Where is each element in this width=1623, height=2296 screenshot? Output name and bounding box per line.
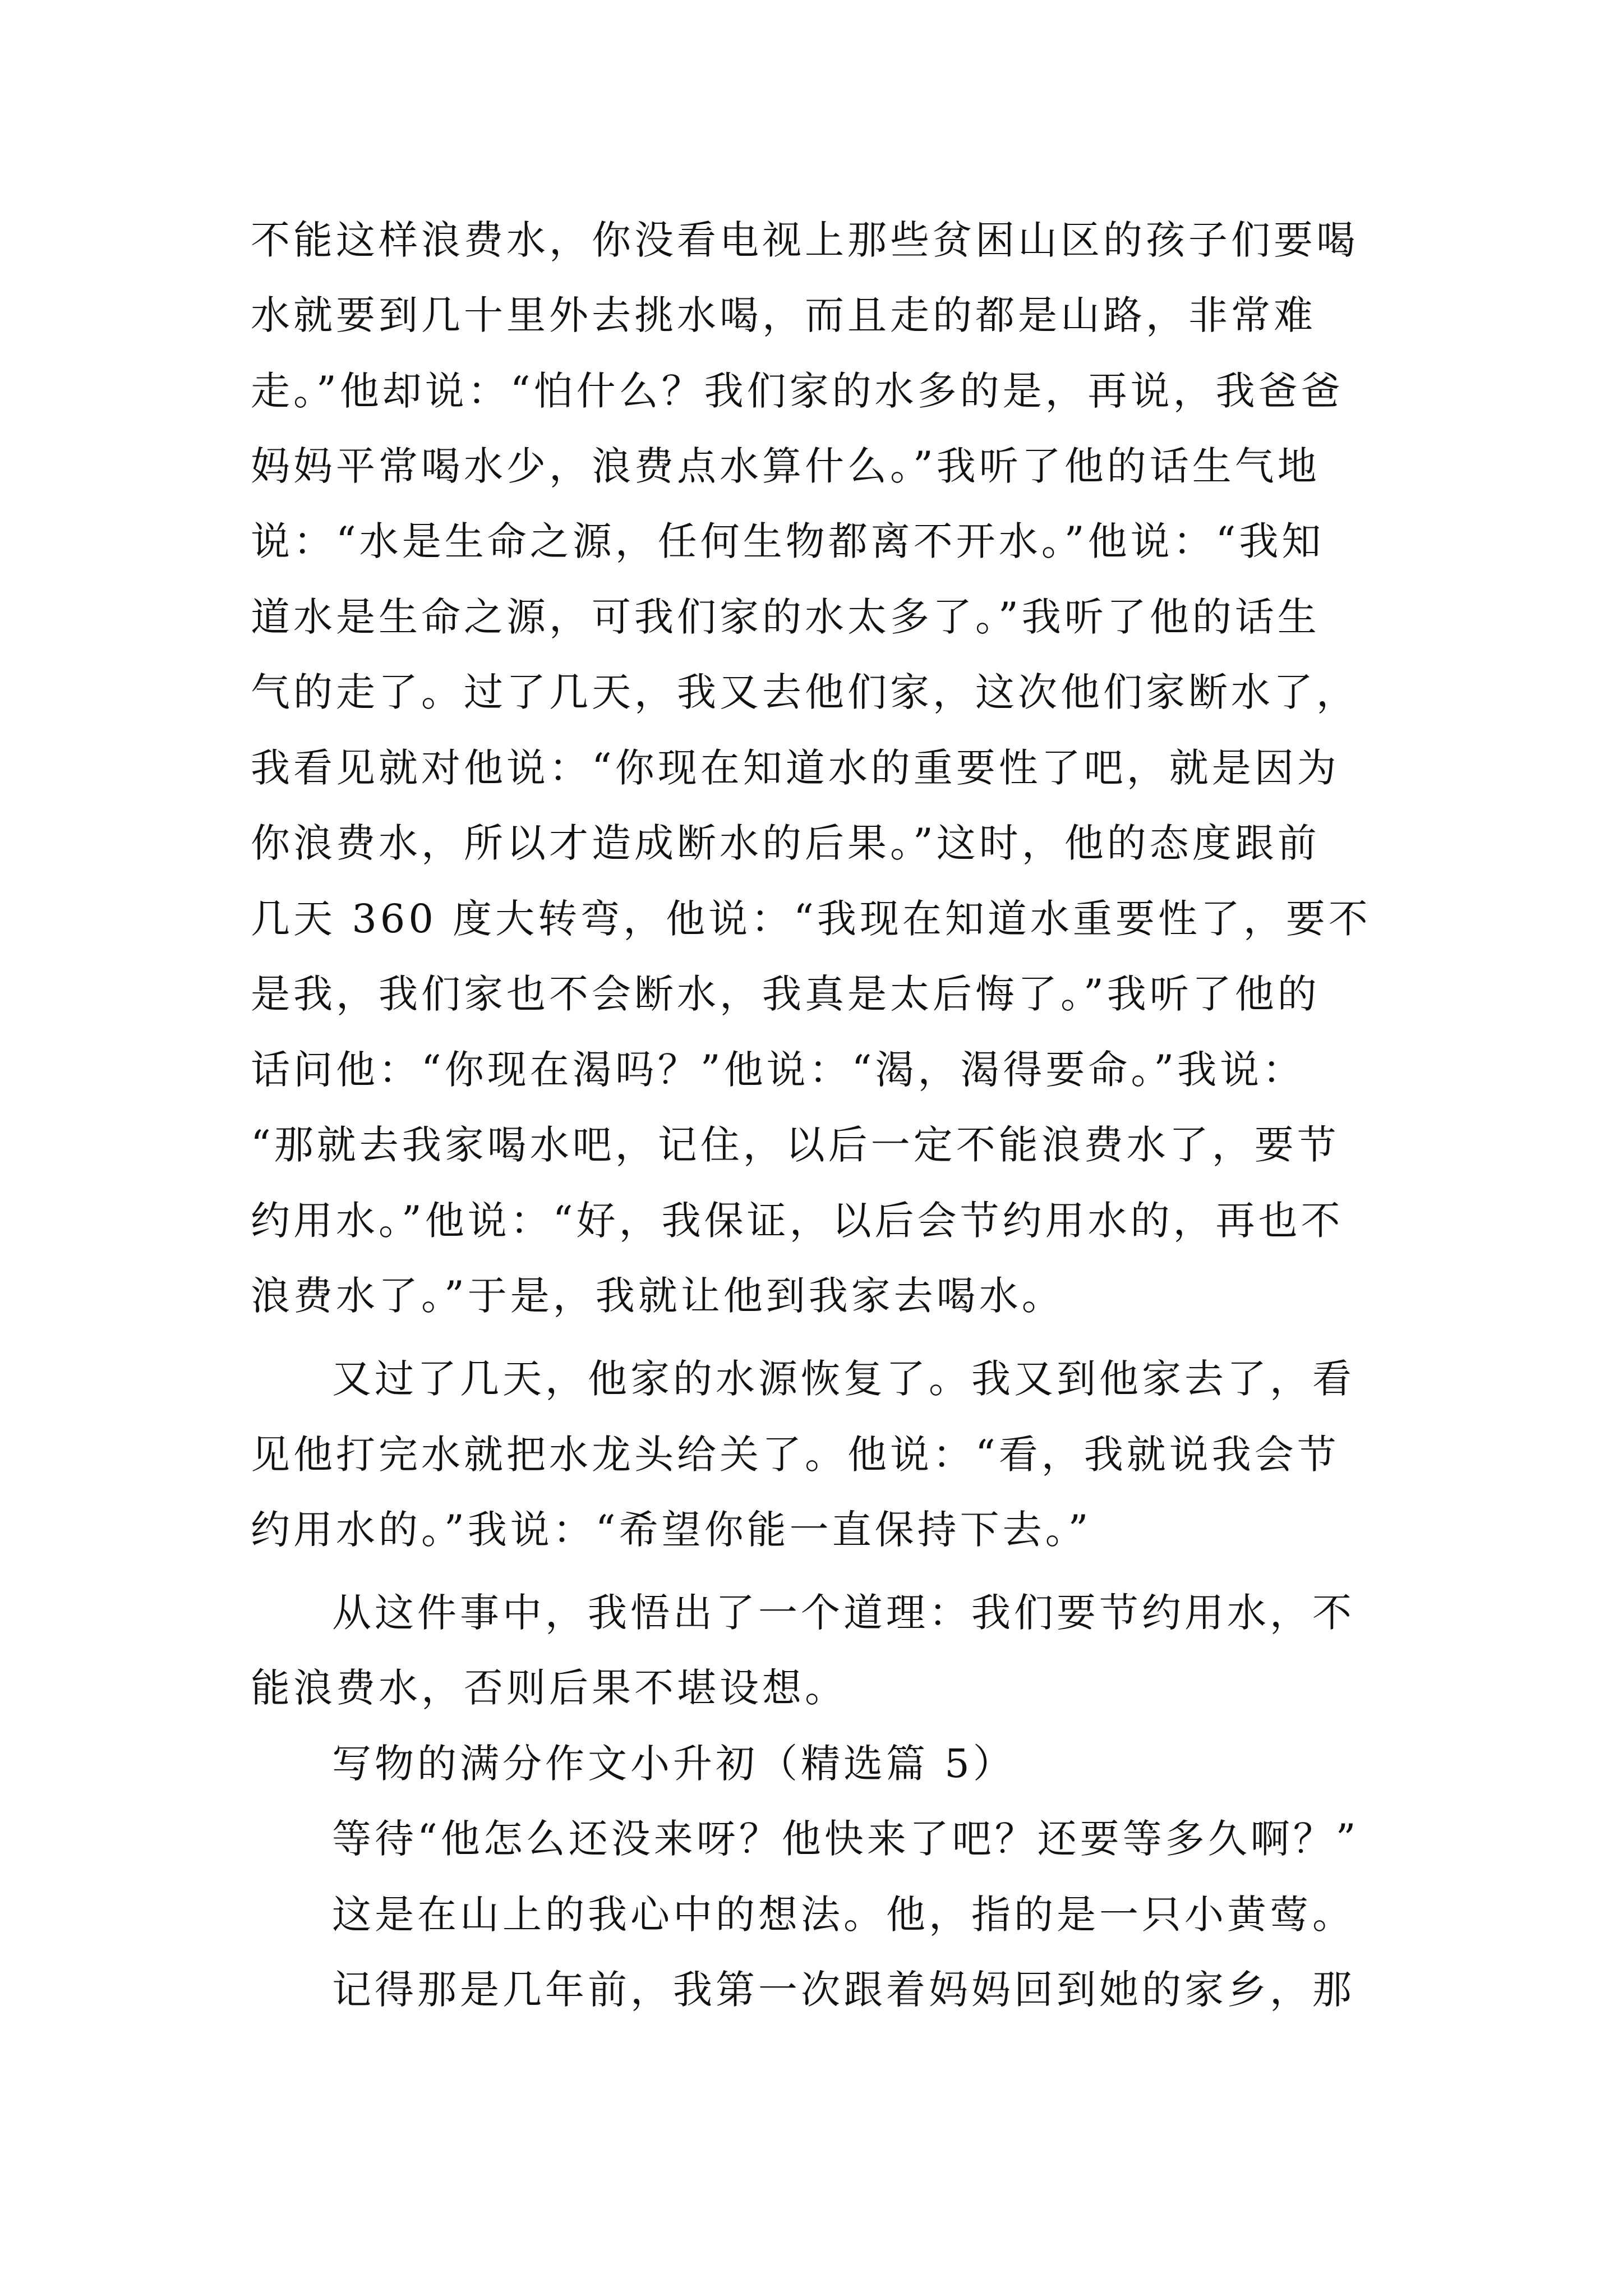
text-line: 妈妈平常喝水少，浪费点水算什么。”我听了他的话生气地 bbox=[251, 443, 1320, 489]
text-line: 气的走了。过了几天，我又去他们家，这次他们家断水了， bbox=[251, 669, 1359, 715]
text-line: 约用水。”他说：“好，我保证，以后会节约用水的，再也不 bbox=[251, 1198, 1344, 1244]
section-title: 写物的满分作文小升初（精选篇 5） bbox=[332, 1741, 1016, 1787]
text-line: 能浪费水，否则后果不堪设想。 bbox=[251, 1665, 847, 1711]
text-line: 水就要到几十里外去挑水喝，而且走的都是山路，非常难 bbox=[251, 292, 1316, 338]
paragraph-first-line: 记得那是几年前，我第一次跟着妈妈回到她的家乡，那 bbox=[332, 1967, 1355, 2013]
text-line: 走。”他却说：“怕什么？我们家的水多的是，再说，我爸爸 bbox=[251, 368, 1344, 414]
paragraph-first-line: 等待“他怎么还没来呀？他快来了吧？还要等多久啊？” bbox=[332, 1816, 1359, 1862]
text-line: 我看见就对他说：“你现在知道水的重要性了吧，就是因为 bbox=[251, 745, 1340, 791]
text-line: 说：“水是生命之源，任何生物都离不开水。”他说：“我知 bbox=[251, 518, 1325, 564]
text-line: 是我，我们家也不会断水，我真是太后悔了。”我听了他的 bbox=[251, 971, 1320, 1017]
paragraph-first-line: 这是在山上的我心中的想法。他，指的是一只小黄莺。 bbox=[332, 1892, 1355, 1938]
paragraph-first-line: 又过了几天，他家的水源恢复了。我又到他家去了，看 bbox=[332, 1356, 1355, 1402]
text-line: 你浪费水，所以才造成断水的后果。”这时，他的态度跟前 bbox=[251, 820, 1320, 866]
text-line: “那就去我家喝水吧，记住，以后一定不能浪费水了，要节 bbox=[251, 1122, 1340, 1168]
text-line: 见他打完水就把水龙头给关了。他说：“看，我就说我会节 bbox=[251, 1432, 1340, 1478]
text-line: 道水是生命之源，可我们家的水太多了。”我听了他的话生 bbox=[251, 594, 1320, 640]
text-line: 不能这样浪费水，你没看电视上那些贫困山区的孩子们要喝 bbox=[251, 217, 1359, 263]
text-line: 浪费水了。”于是，我就让他到我家去喝水。 bbox=[251, 1273, 1064, 1319]
text-line: 几天 360 度大转弯，他说：“我现在知道水重要性了，要不 bbox=[251, 896, 1371, 942]
paragraph-first-line: 从这件事中，我悟出了一个道理：我们要节约用水，不 bbox=[332, 1590, 1355, 1636]
text-line: 约用水的。”我说：“希望你能一直保持下去。” bbox=[251, 1507, 1092, 1553]
text-line: 话问他：“你现在渴吗？”他说：“渴，渴得要命。”我说： bbox=[251, 1047, 1306, 1093]
